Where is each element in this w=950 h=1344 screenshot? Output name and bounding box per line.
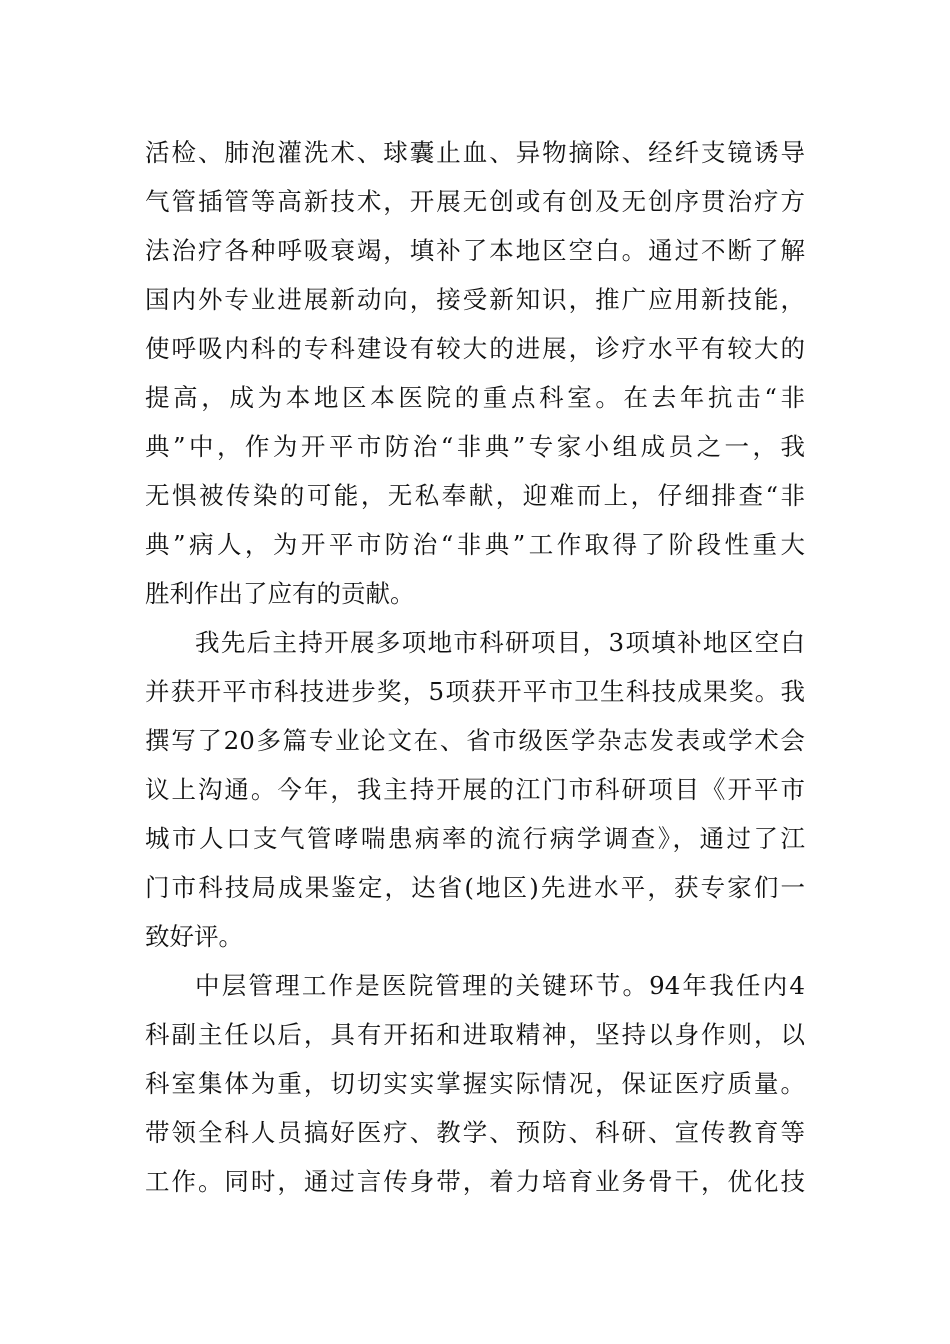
paragraph-3-line-1: 中层管理工作是医院管理的关键环节。94年我任内4: [195, 971, 805, 1000]
paragraph-1-line-10: 胜利作出了应有的贡献。: [145, 579, 415, 608]
paragraph-1-line-1: 活检、肺泡灌洗术、球囊止血、异物摘除、经纤支镜诱导: [145, 138, 805, 167]
paragraph-3-line-3: 科室集体为重，切切实实掌握实际情况，保证医疗质量。: [145, 1069, 805, 1098]
paragraph-3-line-2: 科副主任以后，具有开拓和进取精神，坚持以身作则，以: [145, 1020, 805, 1049]
paragraph-1-line-9: 典”病人，为开平市防治“非典”工作取得了阶段性重大: [145, 530, 805, 559]
document-body: [145, 128, 805, 1206]
paragraph-2-line-4: 议上沟通。今年，我主持开展的江门市科研项目《开平市: [145, 775, 805, 804]
paragraph-2-line-5: 城市人口支气管哮喘患病率的流行病学调查》，通过了江: [145, 824, 805, 853]
paragraph-1-line-2: 气管插管等高新技术，开展无创或有创及无创序贯治疗方: [145, 187, 805, 216]
paragraph-2-line-6: 门市科技局成果鉴定，达省(地区)先进水平，获专家们一: [145, 873, 805, 902]
paragraph-1-line-4: 国内外专业进展新动向，接受新知识，推广应用新技能，: [145, 285, 805, 314]
paragraph-2-line-1: 我先后主持开展多项地市科研项目，3项填补地区空白: [195, 628, 805, 657]
paragraph-1-line-8: 无惧被传染的可能，无私奉献，迎难而上，仔细排查“非: [145, 481, 805, 510]
paragraph-1-line-3: 法治疗各种呼吸衰竭，填补了本地区空白。通过不断了解: [145, 236, 805, 265]
paragraph-1-line-6: 提高，成为本地区本医院的重点科室。在去年抗击“非: [145, 383, 805, 412]
paragraph-1-line-7: 典”中，作为开平市防治“非典”专家小组成员之一，我: [145, 432, 805, 461]
paragraph-3-line-4: 带领全科人员搞好医疗、教学、预防、科研、宣传教育等: [145, 1118, 805, 1147]
paragraph-2-line-2: 并获开平市科技进步奖，5项获开平市卫生科技成果奖。我: [145, 677, 805, 706]
paragraph-3-line-5: 工作。同时，通过言传身带，着力培育业务骨干，优化技: [145, 1167, 805, 1196]
paragraph-2-line-3: 撰写了20多篇专业论文在、省市级医学杂志发表或学术会: [145, 726, 805, 755]
paragraph-1-line-5: 使呼吸内科的专科建设有较大的进展，诊疗水平有较大的: [145, 334, 805, 363]
paragraph-2-line-7: 致好评。: [145, 922, 243, 951]
